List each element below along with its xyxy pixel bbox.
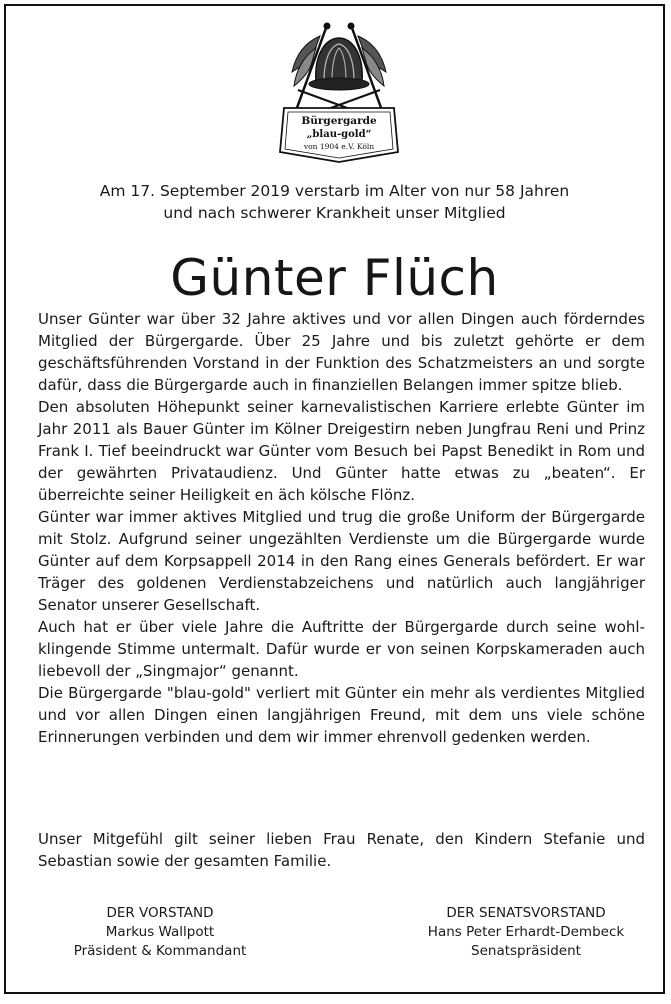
paragraph: Günter war immer aktives Mitglied und trug die große Uniform der Bürgergarde mit Stolz. Aufgrund seiner ungezählten Verdienste um die Bürgergarde wurde Günter auf dem Korpsappell 2014 in den Rang eines Generals befördert. Er war Träger des goldenen Verdienstabzeichens und natürlich auch langjähriger Senator unserer Gesellschaft.	[38, 508, 645, 614]
signature-senate	[406, 904, 646, 961]
obituary-notice	[4, 4, 665, 994]
intro-line-2: und nach schwerer Krankheit unser Mitglied	[163, 204, 506, 222]
intro-line-1: Am 17. September 2019 verstarb im Alter von nur 58 Jahren	[99, 182, 570, 200]
emblem-text-2: „blau-gold“	[306, 129, 372, 140]
deceased-name: Günter Flüch	[170, 249, 499, 307]
signature-role: Senatspräsident	[471, 943, 581, 959]
intro-text	[6, 180, 663, 224]
signature-board	[50, 904, 270, 961]
paragraph: Den absoluten Höhepunkt seiner karnevalistischen Karriere erlebte Günter im Jahr 2011 als Bauer Günter im Kölner Dreigestirn neben Jungfrau Reni und Prinz Frank I. Tief beeindruckt war Günter vom Besuch bei Papst Benedikt in Rom und der gewährten Privataudienz. Und Günter hatte etwas zu „beaten“. Er überreichte seiner Heiligkeit en äch kölsche Flönz.	[38, 398, 645, 504]
condolence-text: Unser Mitgefühl gilt seiner lieben Frau Renate, den Kindern Stefanie und Sebastian sowie der gesamten Familie.	[38, 830, 645, 870]
paragraph: Unser Günter war über 32 Jahre aktives und vor allen Dingen auch förderndes Mitglied der Bürgergarde. Über 25 Jahre und bis zuletzt gehörte er dem geschäftsführenden Vorstand in der Funktion des Schatzmeisters an und sorgte dafür, dass die Bürgergarde auch in finanziellen Belangen immer spitze blieb.	[38, 310, 645, 394]
paragraph: Die Bürgergarde "blau-gold" verliert mit Günter ein mehr als verdientes Mitglied und vor allen Dingen einen langjährigen Freund, mit dem uns viele schöne Erinnerungen verbinden und dem wir immer ehrenvoll gedenken werden.	[38, 684, 645, 746]
signature-title: DER VORSTAND	[106, 905, 214, 921]
signature-role: Präsident & Kommandant	[73, 943, 247, 959]
signature-title: DER SENATSVORSTAND	[446, 905, 606, 921]
signature-name: Hans Peter Erhardt-Dembeck	[427, 924, 625, 940]
obituary-body	[38, 308, 645, 748]
emblem-text-1: Bürgergarde	[301, 115, 377, 127]
emblem-text-3: von 1904 e.V. Köln	[303, 142, 375, 151]
guard-emblem-icon	[276, 20, 402, 166]
signature-name: Markus Wallpott	[105, 924, 215, 940]
paragraph: Auch hat er über viele Jahre die Auftritte der Bürgergarde durch seine wohlklingende Stimme untermalt. Dafür wurde er von seinen Korpskameraden auch liebevoll der „Singmajor“ genannt.	[38, 618, 645, 680]
